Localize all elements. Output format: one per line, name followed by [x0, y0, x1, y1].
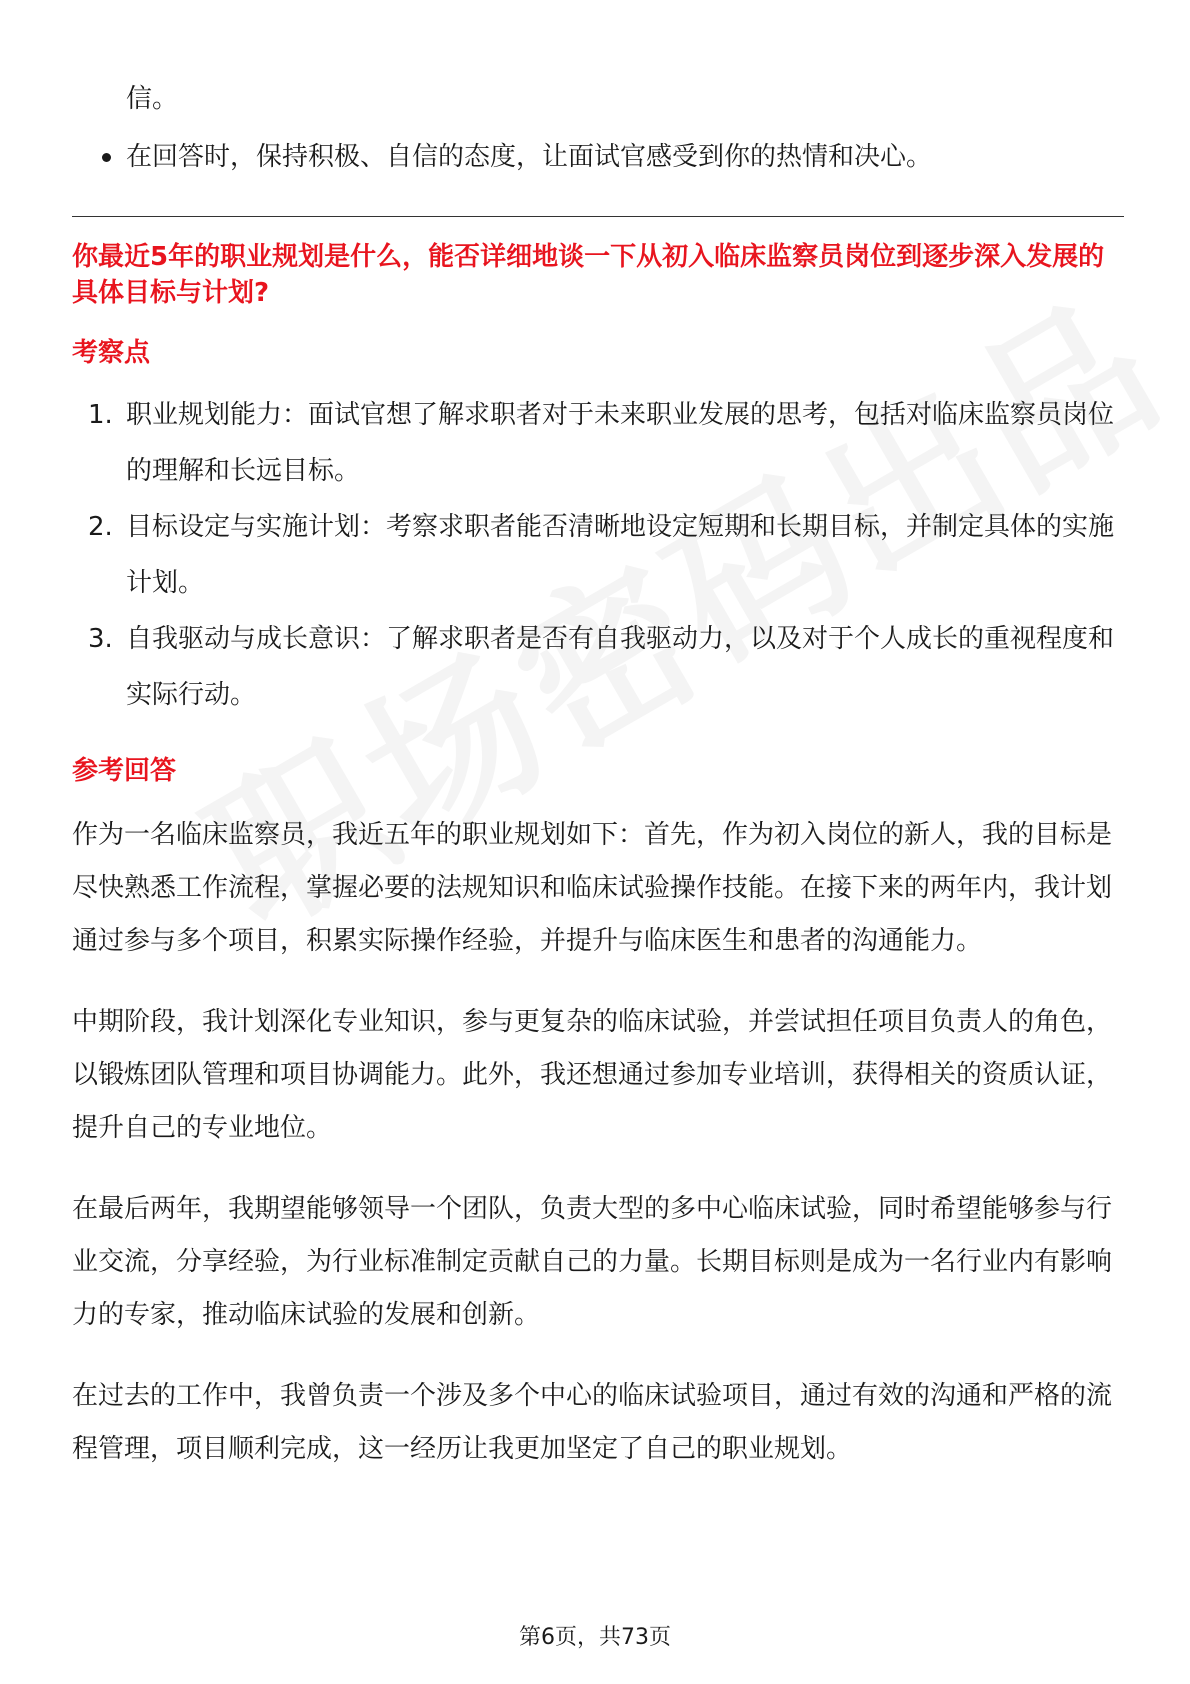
tips-list: [72, 70, 1122, 186]
list-item-text: 目标设定与实施计划：考察求职者能否清晰地设定短期和长期目标，并制定具体的实施计划。: [126, 512, 1115, 598]
list-item-text: 信。: [126, 84, 179, 114]
list-item: [72, 128, 1122, 186]
question-heading: 你最近5年的职业规划是什么，能否详细地谈一下从初入临床监察员岗位到逐步深入发展的具体目标与计划?: [72, 242, 1105, 308]
answer-paragraph: 作为一名临床监察员，我近五年的职业规划如下：首先，作为初入岗位的新人，我的目标是尽快熟悉工作流程，掌握必要的法规知识和临床试验操作技能。在接下来的两年内，我计划通过参与多个项目，积累实际操作经验，并提升与临床医生和患者的沟通能力。: [72, 820, 1113, 956]
list-item: [72, 70, 1122, 128]
list-item-text: 在回答时，保持积极、自信的态度，让面试官感受到你的热情和决心。: [126, 142, 933, 172]
section-divider: [72, 216, 1124, 217]
reference-answer-body: [72, 809, 1122, 1476]
list-item-text: 职业规划能力：面试官想了解求职者对于未来职业发展的思考，包括对临床监察员岗位的理解和长远目标。: [126, 400, 1115, 486]
list-number: 2.: [88, 512, 113, 542]
reference-answer-title: 参考回答: [72, 756, 177, 786]
answer-paragraph: 在过去的工作中，我曾负责一个涉及多个中心的临床试验项目，通过有效的沟通和严格的流程管理，项目顺利完成，这一经历让我更加坚定了自己的职业规划。: [72, 1381, 1113, 1464]
list-number: 3.: [88, 624, 113, 654]
page-content: [72, 70, 1122, 1502]
bullet-icon: [102, 153, 111, 162]
answer-paragraph: 在最后两年，我期望能够领导一个团队，负责大型的多中心临床试验，同时希望能够参与行业交流，分享经验，为行业标准制定贡献自己的力量。长期目标则是成为一名行业内有影响力的专家，推动临床试验的发展和创新。: [72, 1194, 1113, 1330]
answer-paragraph: 中期阶段，我计划深化专业知识，参与更复杂的临床试验，并尝试担任项目负责人的角色，以锻炼团队管理和项目协调能力。此外，我还想通过参加专业培训，获得相关的资质认证，提升自己的专业地位。: [72, 1007, 1113, 1143]
list-item-text: 自我驱动与成长意识：了解求职者是否有自我驱动力，以及对于个人成长的重视程度和实际行动。: [126, 624, 1115, 710]
page-number-footer: 第6页，共73页: [519, 1625, 671, 1650]
examine-points-list: [72, 387, 1122, 723]
list-item: [72, 499, 1122, 611]
examine-points-title: 考察点: [72, 338, 151, 368]
list-item: [72, 387, 1122, 499]
list-number: 1.: [88, 400, 113, 430]
list-item: [72, 611, 1122, 723]
